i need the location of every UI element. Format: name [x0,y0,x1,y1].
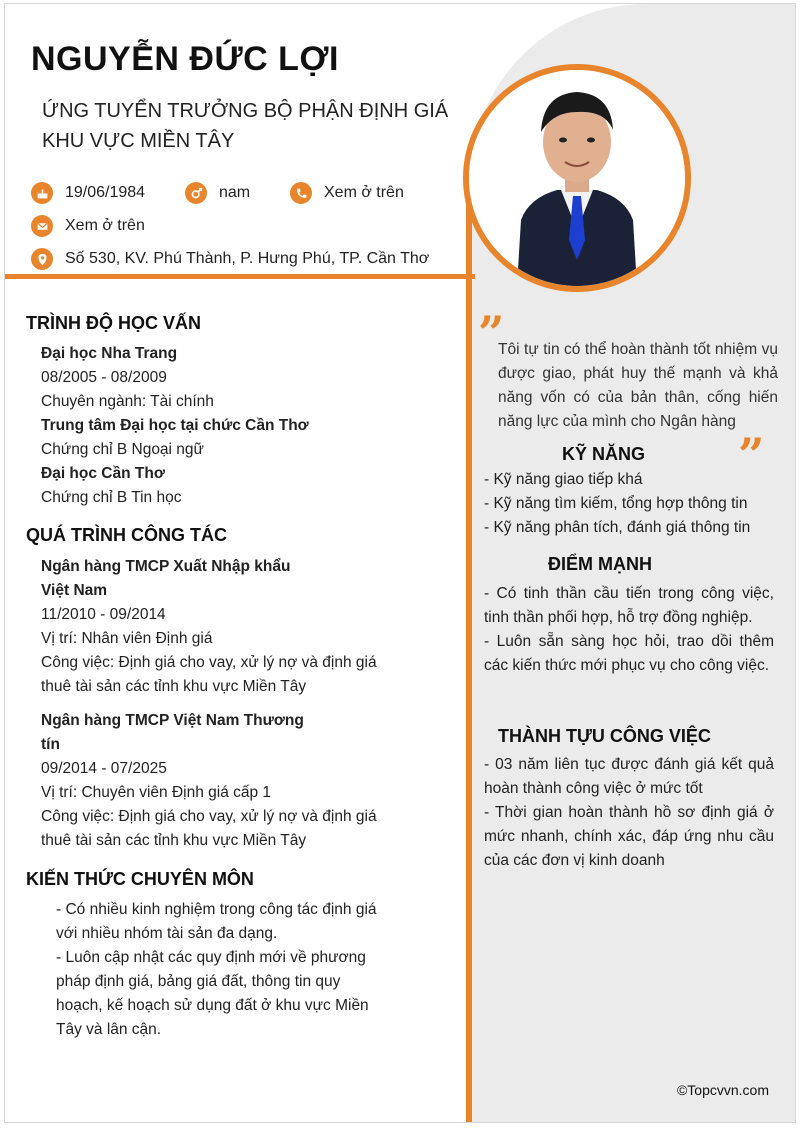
location-icon [31,248,53,270]
achievement-item: - Thời gian hoàn thành hồ sơ định giá ở mức nhanh, chính xác, đáp ứng nhu cầu của các đơn vị kinh doanh [484,804,774,869]
experience-title: QUÁ TRÌNH CÔNG TÁC [26,525,227,545]
copyright: ©Topcvvn.com [676,1082,769,1098]
experience-company: tín [41,736,60,753]
phone-value: Xem ở trên [324,184,404,201]
achievements-title: THÀNH TỰU CÔNG VIỆC [498,726,711,746]
strengths-title: ĐIỂM MẠNH [548,554,652,574]
avatar [469,70,685,286]
experience-work: Công việc: Định giá cho vay, xử lý nợ và định giá [41,654,377,671]
birthday-row [31,182,145,204]
knowledge-line: Tây và lân cận. [56,1021,162,1038]
address-row [31,248,429,270]
knowledge-line: - Luôn cập nhật các quy định mới về phương [56,949,366,966]
experience-work: thuê tài sản các tỉnh khu vực Miền Tây [41,832,307,849]
knowledge-list [56,898,377,1042]
quote-icon: ” [738,428,765,482]
header-divider [5,274,475,279]
email-value: Xem ở trên [65,217,145,234]
gender-row [185,182,250,204]
education-period: 08/2005 - 08/2009 [41,369,167,386]
experience-company: Ngân hàng TMCP Xuất Nhập khẩu [41,558,291,575]
applied-position: ỨNG TUYỂN TRƯỞNG BỘ PHẬN ĐỊNH GIÁ KHU VỰC MIỀN TÂY [42,100,449,152]
education-school: Đại học Nha Trang [41,345,178,362]
phone-row [290,182,404,204]
education-list [41,342,309,510]
education-detail: Chuyên ngành: Tài chính [41,393,214,410]
strengths-list [484,582,774,678]
skills-list [484,468,774,540]
experience-period: 11/2010 - 09/2014 [41,606,166,623]
achievement-item: - 03 năm liên tục được đánh giá kết quả hoàn thành công việc ở mức tốt [484,756,774,797]
career-objective: Tôi tự tin có thể hoàn thành tốt nhiệm vụ được giao, phát huy thế mạnh và khả năng vốn có của bản thân, cống hiến năng lực của mình cho Ngân hàng [498,341,778,430]
knowledge-line: - Có nhiều kinh nghiệm trong công tác định giá [56,901,377,918]
candidate-name: NGUYỄN ĐỨC LỢI [31,40,339,78]
education-school: Trung tâm Đại học tại chức Cần Thơ [41,417,309,434]
email-row [31,215,145,237]
skill-item: - Kỹ năng phân tích, đánh giá thông tin [484,519,751,536]
experience-company: Việt Nam [41,582,108,599]
quote-icon: ” [478,306,505,360]
education-detail: Chứng chỉ B Ngoại ngữ [41,441,204,458]
knowledge-title: KIẾN THỨC CHUYÊN MÔN [26,869,254,889]
achievements-list [484,753,774,873]
gender-icon [185,182,207,204]
skills-title: KỸ NĂNG [562,444,646,464]
education-school: Đại học Cần Thơ [41,465,165,482]
cv-page [4,3,796,1123]
profile-photo [463,64,691,292]
experience-role: Vị trí: Chuyên viên Định giá cấp 1 [41,784,272,801]
experience-item [41,709,377,853]
experience-work: Công việc: Định giá cho vay, xử lý nợ và định giá [41,808,377,825]
experience-company: Ngân hàng TMCP Việt Nam Thương [41,712,304,729]
strength-item: - Luôn sẵn sàng học hỏi, trao dồi thêm các kiến thức mới phục vụ cho công việc. [484,633,774,674]
experience-role: Vị trí: Nhân viên Định giá [41,630,213,647]
knowledge-line: hoạch, kế hoạch sử dụng đất ở khu vực Miền [56,997,369,1014]
experience-work: thuê tài sản các tỉnh khu vực Miền Tây [41,678,307,695]
address-value: Số 530, KV. Phú Thành, P. Hưng Phú, TP. Cần Thơ [65,250,430,267]
knowledge-line: với nhiều nhóm tài sản đa dạng. [56,925,278,942]
gender-value: nam [219,184,251,201]
cake-icon [31,182,53,204]
experience-item [41,555,377,699]
strength-item: - Có tinh thần cầu tiến trong công việc, tinh thần phối hợp, hỗ trợ đồng nghiệp. [484,585,774,626]
phone-icon [290,182,312,204]
skill-item: - Kỹ năng tìm kiếm, tổng hợp thông tin [484,495,748,512]
experience-period: 09/2014 - 07/2025 [41,760,167,777]
birthday-value: 19/06/1984 [65,184,146,201]
education-title: TRÌNH ĐỘ HỌC VẤN [26,313,201,333]
knowledge-line: pháp định giá, bảng giá đất, thông tin quy [56,973,341,990]
column-divider [466,174,472,1123]
mail-icon [31,215,53,237]
education-detail: Chứng chỉ B Tin học [41,489,182,506]
skill-item: - Kỹ năng giao tiếp khá [484,471,643,488]
